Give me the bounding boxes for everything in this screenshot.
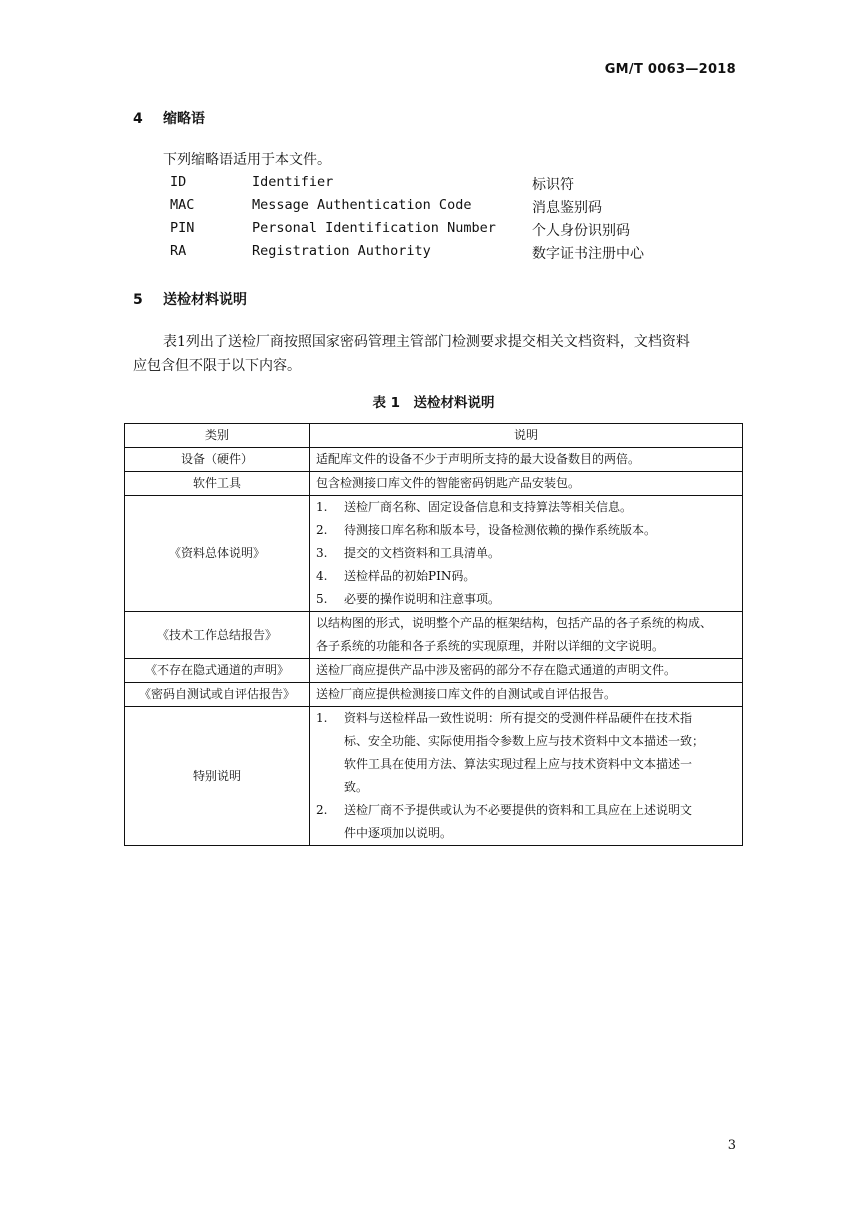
list-number: 2. xyxy=(316,523,328,537)
table-caption: 表 1 送检材料说明 xyxy=(372,395,495,411)
table-row xyxy=(125,707,743,846)
row-description xyxy=(310,707,743,846)
section-4-intro: 下列缩略语适用于本文件。 xyxy=(163,152,331,168)
row-category: 软件工具 xyxy=(125,472,310,496)
list-number: 4. xyxy=(316,569,328,583)
abbreviation-full: Registration Authority xyxy=(252,243,431,259)
document-code-header: GM/T 0063—2018 xyxy=(604,62,736,77)
row-description xyxy=(310,448,743,472)
abbreviation-term: MAC xyxy=(170,197,195,213)
section-5-paragraph-line-1: 表1列出了送检厂商按照国家密码管理主管部门检测要求提交相关文档资料，文档资料 xyxy=(163,334,690,350)
abbreviation-chinese: 数字证书注册中心 xyxy=(532,246,644,262)
table-row xyxy=(125,683,743,707)
section-5-heading xyxy=(133,289,247,309)
table-row xyxy=(125,612,743,659)
table-row xyxy=(125,496,743,612)
description-line: 以结构图的形式，说明整个产品的框架结构，包括产品的各子系统的构成、 xyxy=(316,616,713,630)
list-text: 必要的操作说明和注意事项。 xyxy=(344,592,501,606)
row-description xyxy=(310,472,743,496)
row-description xyxy=(310,612,743,659)
table-row xyxy=(125,659,743,683)
abbreviation-term: PIN xyxy=(170,220,195,236)
row-category: 《密码自测试或自评估报告》 xyxy=(125,683,310,707)
numbered-list xyxy=(316,496,736,611)
abbreviation-chinese: 消息鉴别码 xyxy=(532,200,602,216)
abbreviation-term: ID xyxy=(170,174,187,190)
list-text-line: 资料与送检样品一致性说明：所有提交的受测件样品硬件在技术指 xyxy=(344,711,693,725)
list-number: 1. xyxy=(316,500,328,514)
list-number: 5. xyxy=(316,592,328,606)
table-row xyxy=(125,472,743,496)
list-text: 提交的文档资料和工具清单。 xyxy=(344,546,501,560)
description-line: 送检厂商应提供检测接口库文件的自测试或自评估报告。 xyxy=(316,687,617,701)
list-item xyxy=(316,542,736,565)
numbered-list xyxy=(316,707,736,845)
description-line: 送检厂商应提供产品中涉及密码的部分不存在隐式通道的声明文件。 xyxy=(316,663,677,677)
description-line: 包含检测接口库文件的智能密码钥匙产品安装包。 xyxy=(316,476,581,490)
list-text-line: 标、安全功能、实际使用指令参数上应与技术资料中文本描述一致； xyxy=(344,734,705,748)
abbreviation-full: Identifier xyxy=(252,174,334,190)
list-item xyxy=(316,496,736,519)
list-text-line: 送检厂商不予提供或认为不必要提供的资料和工具应在上述说明文 xyxy=(344,803,693,817)
row-category: 《资料总体说明》 xyxy=(125,496,310,612)
list-text: 送检样品的初始PIN码。 xyxy=(344,569,476,583)
header-category: 类别 xyxy=(125,424,310,448)
abbreviation-chinese: 标识符 xyxy=(532,177,574,193)
list-item xyxy=(316,588,736,611)
section-4-number: 4 xyxy=(133,111,143,127)
list-item xyxy=(316,519,736,542)
list-item xyxy=(316,707,736,799)
list-item xyxy=(316,565,736,588)
description-line: 适配库文件的设备不少于声明所支持的最大设备数目的两倍。 xyxy=(316,452,641,466)
list-number: 2. xyxy=(316,803,328,817)
section-4-title: 缩略语 xyxy=(163,111,205,127)
list-text-line: 致。 xyxy=(344,780,369,794)
row-description xyxy=(310,659,743,683)
description-line: 各子系统的功能和各子系统的实现原理，并附以详细的文字说明。 xyxy=(316,639,665,653)
abbreviation-full: Message Authentication Code xyxy=(252,197,472,213)
row-category: 《技术工作总结报告》 xyxy=(125,612,310,659)
row-description xyxy=(310,683,743,707)
row-category: 《不存在隐式通道的声明》 xyxy=(125,659,310,683)
list-number: 1. xyxy=(316,711,328,725)
header-description: 说明 xyxy=(310,424,743,448)
list-text-line: 件中逐项加以说明。 xyxy=(344,826,453,840)
list-text: 待测接口库名称和版本号，设备检测依赖的操作系统版本。 xyxy=(344,523,657,537)
section-5-paragraph-line-2: 应包含但不限于以下内容。 xyxy=(133,358,301,374)
section-5-number: 5 xyxy=(133,292,143,308)
list-text: 送检厂商名称、固定设备信息和支持算法等相关信息。 xyxy=(344,500,633,514)
list-number: 3. xyxy=(316,546,328,560)
abbreviation-term: RA xyxy=(170,243,187,259)
row-category: 特别说明 xyxy=(125,707,310,846)
table-header-row xyxy=(125,424,743,448)
submission-materials-table xyxy=(124,423,743,846)
abbreviation-full: Personal Identification Number xyxy=(252,220,496,236)
list-text-line: 软件工具在使用方法、算法实现过程上应与技术资料中文本描述一 xyxy=(344,757,693,771)
row-category: 设备（硬件） xyxy=(125,448,310,472)
table-row xyxy=(125,448,743,472)
section-5-title: 送检材料说明 xyxy=(163,292,247,308)
list-item xyxy=(316,799,736,845)
section-4-heading xyxy=(133,108,205,128)
row-description xyxy=(310,496,743,612)
abbreviation-chinese: 个人身份识别码 xyxy=(532,223,630,239)
page-number: 3 xyxy=(727,1138,736,1153)
